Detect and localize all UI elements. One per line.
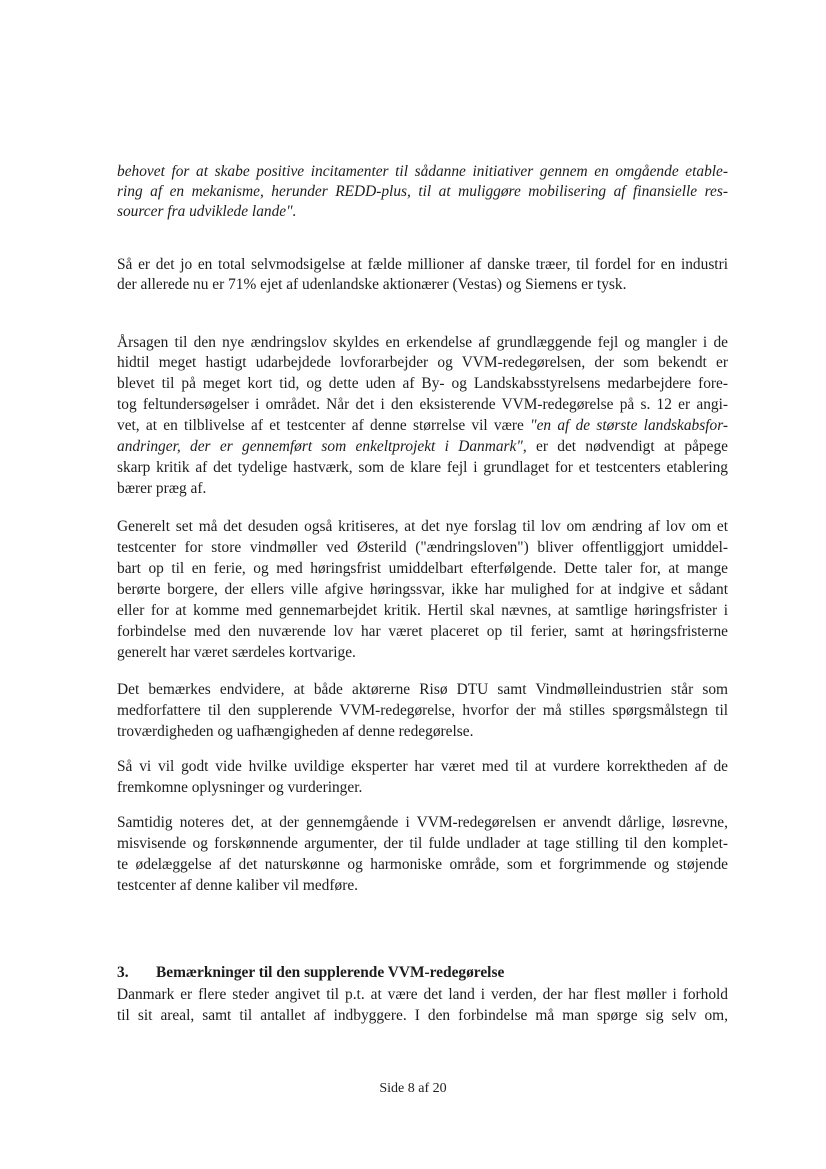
paragraph-line: misvisende og forskønnende argumenter, der til fulde undlader at tage stilling til den komplet-: [117, 835, 728, 852]
paragraph-line: medforfattere til den supplerende VVM-redegørelse, hvorfor der må stilles spørgsmålstegn til: [117, 702, 728, 719]
paragraph-line: [117, 437, 728, 457]
page-number: Side 8 af 20: [379, 1081, 447, 1096]
paragraph-line: Generelt set må det desuden også kritiseres, at det nye forslag til lov om ændring af lov om et: [117, 518, 728, 535]
paragraph-line: troværdigheden og uafhængigheden af denne redegørelse.: [117, 723, 474, 740]
paragraph-line: tog feltundersøgelser i området. Når det i den eksisterende VVM-redegørelse på s. 12 er angi-: [117, 396, 728, 413]
paragraph-line: Så er det jo en total selvmodsigelse at fælde millioner af danske træer, til fordel for en industri: [117, 256, 728, 273]
paragraph-line: bart op til en ferie, og med høringsfrist umiddelbart efterfølgende. Dette taler for, at mange: [117, 560, 728, 577]
paragraph-line: der allerede nu er 71% ejet af udenlandske aktionærer (Vestas) og Siemens er tysk.: [117, 276, 627, 293]
section-heading: Bemærkninger til den supplerende VVM-redegørelse: [156, 964, 505, 981]
paragraph-line: Samtidig noteres det, at der gennemgående i VVM-redegørelsen er anvendt dårlige, løsrevne,: [117, 814, 728, 831]
paragraph-line: testcenter af denne kaliber vil medføre.: [117, 877, 359, 894]
paragraph-line: Årsagen til den nye ændringslov skyldes en erkendelse af grundlæggende fejl og mangler i de: [117, 334, 728, 351]
paragraph-line: bærer præg af.: [117, 480, 207, 497]
paragraph-line: [117, 416, 728, 436]
section-number: 3.: [117, 964, 129, 981]
quote-line: behovet for at skabe positive incitamenter til sådanne initiativer gennem en omgående etable-: [117, 163, 728, 180]
paragraph-line: Det bemærkes endvidere, at både aktørerne Risø DTU samt Vindmølleindustrien står som: [117, 681, 728, 698]
paragraph-line: testcenter for store vindmøller ved Østerild ("ændringsloven") bliver offentliggjort umiddel-: [117, 539, 728, 556]
paragraph-line: generelt har været særdeles kortvarige.: [117, 644, 356, 661]
paragraph-line: blevet til på meget kort tid, og dette uden af By- og Landskabsstyrelsens medarbejdere fore-: [117, 375, 728, 392]
paragraph-text: , er det nødvendigt at påpege: [522, 438, 728, 455]
paragraph-text: vet, at en tilblivelse af et testcenter af denne størrelse vil være: [117, 417, 531, 434]
paragraph-line: eller for at komme med gennemarbejdet kritik. Hertil skal nævnes, at samtlige høringsfrister i: [117, 602, 728, 619]
quoted-text: "en af de største landskabsfor-: [530, 417, 729, 434]
paragraph-line: fremkomne oplysninger og vurderinger.: [117, 779, 363, 796]
paragraph-line: te ødelæggelse af det naturskønne og harmoniske område, som et forgrimmende og støjende: [117, 856, 728, 873]
paragraph-line: Danmark er flere steder angivet til p.t. at være det land i verden, der har flest møller i forhold: [117, 986, 728, 1003]
paragraph-line: Så vi vil godt vide hvilke uvildige eksperter har været med til at vurdere korrektheden af de: [117, 758, 728, 775]
paragraph-line: skarp kritik af det tydelige hastværk, som de klare fejl i grundlaget for et testcenters etablering: [117, 459, 728, 476]
paragraph-line: berørte borgere, der ellers ville afgive høringssvar, ikke har mulighed for at indgive et sådant: [117, 581, 728, 598]
quote-line: sourcer fra udviklede lande".: [117, 203, 297, 220]
quoted-text: andringer, der er gennemført som enkeltprojekt i Danmark": [117, 438, 523, 455]
quote-line: ring af en mekanisme, herunder REDD-plus, til at muliggøre mobilisering af finansielle res-: [117, 183, 728, 200]
paragraph-line: hidtil meget hastigt udarbejdede lovforarbejder og VVM-redegørelsen, der som bekendt er: [117, 354, 728, 371]
paragraph-line: forbindelse med den nuværende lov har været placeret op til ferier, samt at høringsfristerne: [117, 623, 728, 640]
paragraph-line: til sit areal, samt til antallet af indbyggere. I den forbindelse må man spørge sig selv om,: [117, 1007, 728, 1024]
